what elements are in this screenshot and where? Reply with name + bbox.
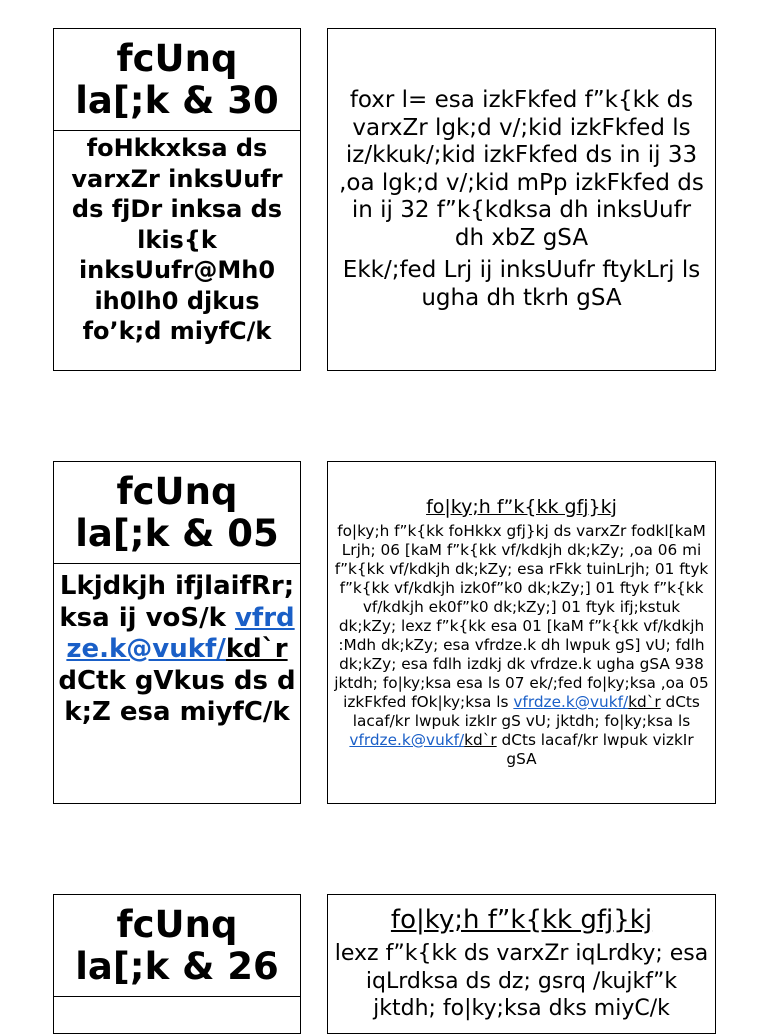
card1-right-box: [327, 28, 716, 371]
card1-title: [54, 29, 300, 131]
card1-left-box: [53, 28, 301, 371]
card1-title-line2: la[;k & 30: [75, 78, 279, 122]
card2-left-box: [53, 461, 301, 804]
card2-body-underlined-2: kd`r: [464, 731, 497, 749]
card1-title-line1: fcUnq: [116, 37, 238, 81]
card2-body-text-a: fo|ky;h f”k{kk foHkkx gfj}kj ds varxZr fodkl[kaM Lrjh; 06 [kaM f”k{kk vf/kdkjh dk;kZy; ,oa 06 mi f”k{kk vf/kdkjh dk;kZy; esa rFkk tuinLrjh; 01 ftyk f”k{kk vf/kdkjh izk0f”k0 dk;kZy;] 01 ftyk f”k{kk vf/kdkjh ek0f”k0 dk;kZy;] 01 ftyk ifj;kstuk dk;kZy; lexz f”k{kk esa 01 [kaM f”k{kk vf/kdkjh :Mdh dk;kZy; esa vfrdze.k dh lwpuk gS] vU; fdlh dk;kZy; esa fdlh izdkj dk vfrdze.k ugha gSA 938 jktdh; fo|ky;ksa esa ls 07 ek/;fed fo|ky;ksa ,oa 05 izkFkfed fOk|ky;ksa ls: [334, 522, 709, 711]
card2-body-text-b: dCts lacaf/kr lwpuk izkIr gS vU; jktdh; fo|ky;ksa ls: [352, 693, 700, 730]
card3-title: [54, 895, 300, 997]
card2-description: [54, 564, 300, 731]
card2-body-link-1[interactable]: vfrdze.k@vukf/: [513, 693, 629, 711]
card2-body: [328, 518, 715, 769]
card3-heading: fo|ky;h f”k{kk gfj}kj: [390, 905, 653, 935]
card2-desc-text-a: Lkjdkjh ifjlaifRr;ksa ij voS/k: [59, 571, 295, 633]
card3-body: lexz f”k{kk ds varxZr iqLrdky; esa iqLrdksa ds dz; gsrq /kujkf”k jktdh; fo|ky;ksa dks miyC/k: [334, 941, 709, 1021]
card1-paragraph-1: foxr l= esa izkFkfed f”k{kk ds varxZr lgk;d v/;kid izkFkfed ls iz/kkuk/;kid izkFkfed ds in ij 33 ,oa lgk;d v/;kid mPp izkFkfed ds in ij 32 f”k{kdksa dh inksUufr dh xbZ gSA: [339, 87, 704, 251]
card3-left-box: [53, 894, 301, 1034]
card2-body-underlined-1: kd`r: [628, 693, 661, 711]
card2-desc-text-b: dCtk gVkus ds dk;Z esa miyfC/k: [58, 665, 296, 727]
card2-body-link-2[interactable]: vfrdze.k@vukf/: [349, 731, 465, 749]
card2-desc-underlined: kd`r: [225, 634, 288, 664]
card2-right-box: [327, 461, 716, 804]
card3-title-line2: la[;k & 26: [75, 944, 279, 988]
card3-right-box: [327, 894, 716, 1034]
card1-paragraph-2: Ekk/;fed Lrj ij inksUufr ftykLrj ls ugha dh tkrh gSA: [342, 257, 701, 311]
card2-body-text-c: dCts lacaf/kr lwpuk vizkIr gSA: [496, 731, 694, 768]
card2-title: [54, 462, 300, 564]
card2-title-line2: la[;k & 05: [75, 511, 279, 555]
card2-title-line1: fcUnq: [116, 470, 238, 514]
card2-encroachment-link[interactable]: vfrdze.k@vukf/: [66, 602, 295, 664]
card2-heading: fo|ky;h f”k{kk gfj}kj: [426, 496, 617, 518]
card3-title-line1: fcUnq: [116, 903, 238, 947]
card1-description: foHkkxksa ds varxZr inksUufr ds fjDr inksa ds lkis{k inksUufr@Mh0 ih0lh0 djkus fo’k;d miyfC/k: [71, 134, 283, 345]
